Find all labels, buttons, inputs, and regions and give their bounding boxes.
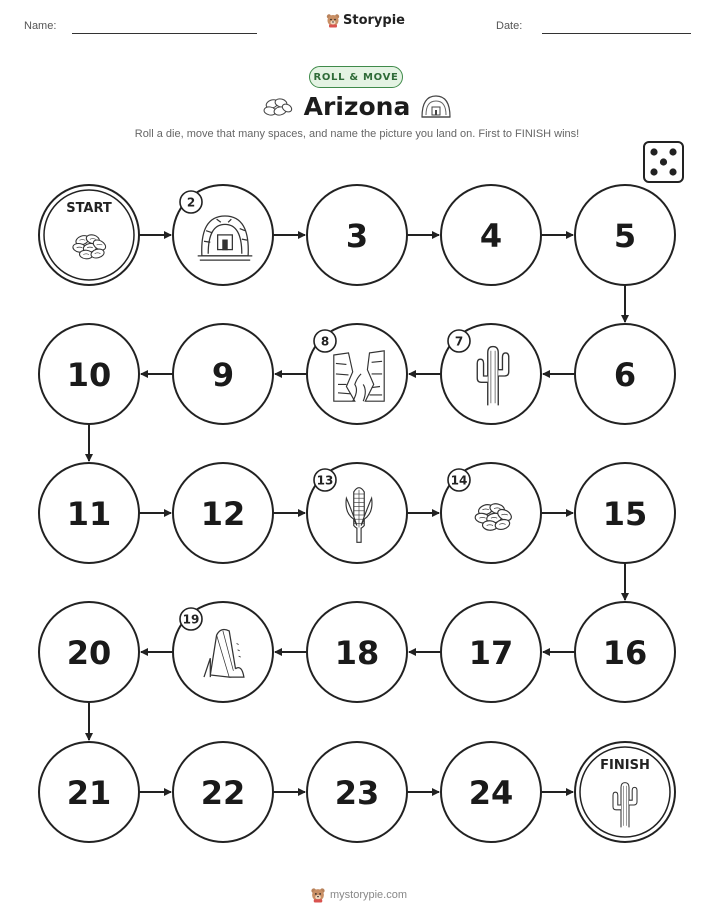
- footer: [310, 887, 407, 903]
- space-number: 11: [66, 495, 112, 533]
- footer-url: mystorypie.com: [330, 889, 408, 901]
- instructions: Roll a die, move that many spaces, and name the picture you land on. First to FINISH wins!: [134, 128, 580, 140]
- board-space-1[interactable]: [39, 185, 139, 285]
- space-number: 14: [450, 473, 468, 488]
- board-space-11[interactable]: [39, 463, 139, 563]
- page-title: Arizona: [303, 92, 411, 121]
- date-label: Date:: [496, 20, 523, 32]
- space-number: 15: [602, 495, 648, 533]
- space-number: 4: [479, 217, 503, 255]
- board-space-18[interactable]: [307, 602, 407, 702]
- board-space-16[interactable]: [575, 602, 675, 702]
- board-space-21[interactable]: [39, 742, 139, 842]
- space-number: 21: [66, 774, 112, 812]
- board-space-4[interactable]: [441, 185, 541, 285]
- board-space-19[interactable]: [173, 602, 273, 702]
- space-number: 16: [602, 634, 648, 672]
- space-number: 6: [613, 356, 637, 394]
- brand-name: Storypie: [343, 13, 405, 28]
- space-number: 13: [316, 473, 334, 488]
- board-space-2[interactable]: [173, 185, 273, 285]
- space-number: 8: [320, 334, 330, 349]
- board-space-13[interactable]: [307, 463, 407, 563]
- space-number: 12: [200, 495, 246, 533]
- space-number: 18: [334, 634, 380, 672]
- finish-label: FINISH: [600, 758, 650, 773]
- board-space-14[interactable]: [441, 463, 541, 563]
- space-number: 23: [334, 774, 380, 812]
- bear-mascot-icon: [310, 887, 326, 903]
- space-number: 9: [211, 356, 235, 394]
- board-space-15[interactable]: [575, 463, 675, 563]
- board-space-10[interactable]: [39, 324, 139, 424]
- space-number: 5: [613, 217, 637, 255]
- space-number: 24: [468, 774, 514, 812]
- board-space-7[interactable]: [441, 324, 541, 424]
- board-space-25[interactable]: [575, 742, 675, 842]
- space-number: 20: [66, 634, 112, 672]
- space-number: 10: [66, 356, 112, 394]
- space-number: 2: [186, 195, 196, 210]
- game-type-badge: ROLL & MOVE: [309, 66, 403, 88]
- space-number: 3: [345, 217, 369, 255]
- board-space-5[interactable]: [575, 185, 675, 285]
- board-space-12[interactable]: [173, 463, 273, 563]
- start-label: START: [66, 201, 112, 216]
- space-number: 17: [468, 634, 514, 672]
- board-space-22[interactable]: [173, 742, 273, 842]
- board-space-8[interactable]: [307, 324, 407, 424]
- board-space-24[interactable]: [441, 742, 541, 842]
- board-space-17[interactable]: [441, 602, 541, 702]
- space-number: 22: [200, 774, 246, 812]
- space-number: 19: [182, 612, 200, 627]
- board-space-23[interactable]: [307, 742, 407, 842]
- board-space-6[interactable]: [575, 324, 675, 424]
- space-number: 7: [454, 334, 464, 349]
- board-space-9[interactable]: [173, 324, 273, 424]
- board-space-20[interactable]: [39, 602, 139, 702]
- name-label: Name:: [24, 20, 57, 32]
- board-space-3[interactable]: [307, 185, 407, 285]
